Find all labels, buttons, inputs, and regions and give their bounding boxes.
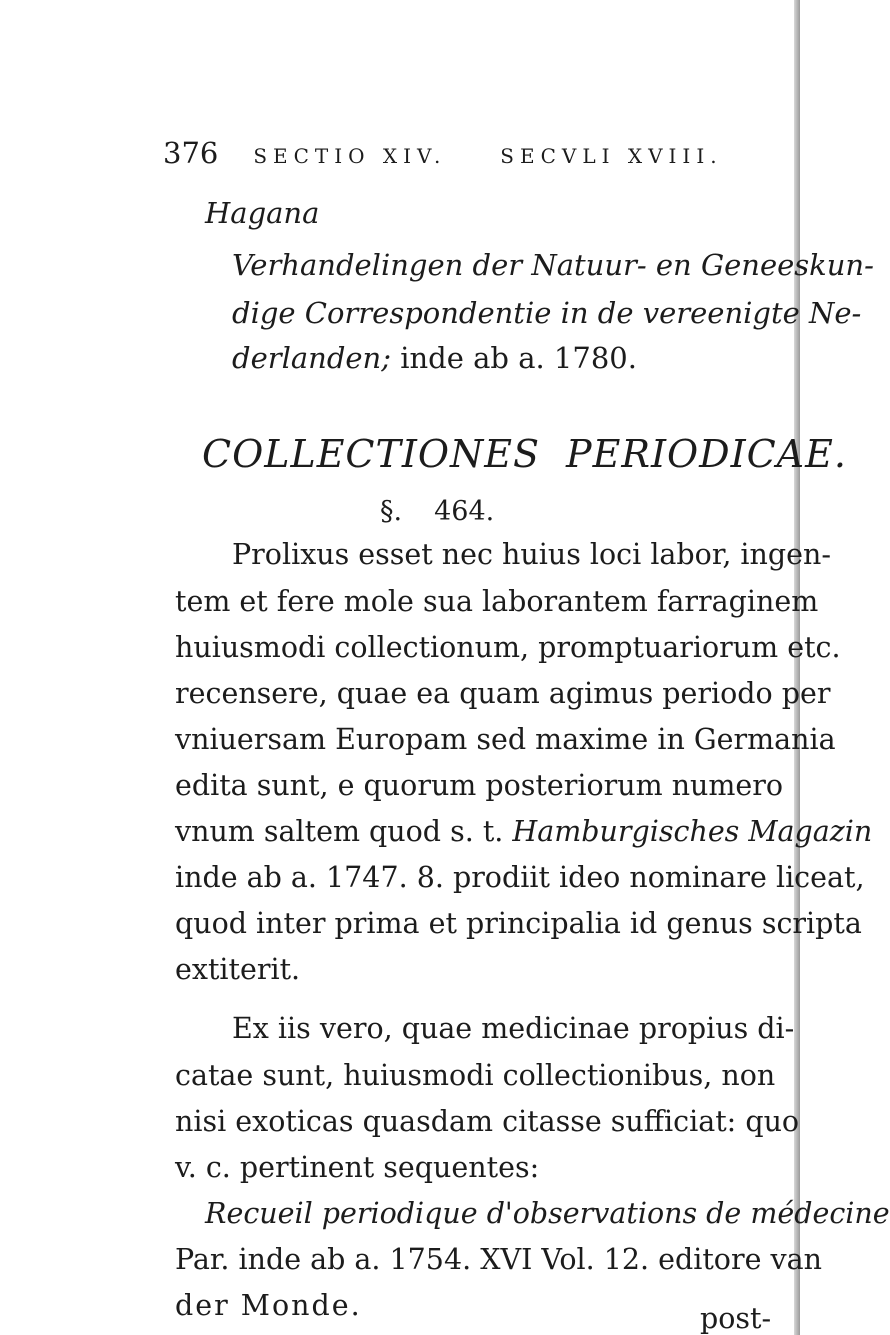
heading-word-1: COLLECTIONES xyxy=(202,432,541,476)
recueil-line-2: Par. inde ab a. 1754. XVI Vol. 12. editore van xyxy=(175,1243,822,1276)
para1-line-7-roman: vnum saltem quod s. t. xyxy=(175,815,504,848)
section-heading xyxy=(202,432,847,476)
para2-line-3: nisi exoticas quasdam citasse sufficiat: quo xyxy=(175,1105,800,1138)
para2-line-4: v. c. pertinent sequentes: xyxy=(175,1151,540,1184)
para1-line-7 xyxy=(175,815,872,848)
entry-title-line-3 xyxy=(232,341,637,375)
para1-line-5: vniuersam Europam sed maxime in Germania xyxy=(175,723,836,756)
running-header xyxy=(163,136,723,170)
para1-line-8: inde ab a. 1747. 8. prodiit ideo nominare liceat, xyxy=(175,861,865,894)
para1-line-3: huiusmodi collectionum, promptuariorum etc. xyxy=(175,631,841,664)
entry-title-line-2: dige Correspondentie in de vereenigte Ne- xyxy=(232,296,862,330)
entry-city: Hagana xyxy=(205,196,320,230)
header-century: SECVLI XVIII. xyxy=(500,144,723,168)
para2-line-2: catae sunt, huiusmodi collectionibus, non xyxy=(175,1059,776,1092)
para1-line-4: recensere, quae ea quam agimus periodo per xyxy=(175,677,831,710)
header-section: SECTIO XIV. xyxy=(253,144,447,168)
para1-line-10: extiterit. xyxy=(175,953,301,986)
recueil-title-line: Recueil periodique d'observations de médecine xyxy=(205,1197,890,1230)
catchword: post- xyxy=(700,1302,772,1335)
para1-line-6: edita sunt, e quorum posteriorum numero xyxy=(175,769,784,802)
para1-line-1: Prolixus esset nec huius loci labor, ingen- xyxy=(232,538,832,571)
paragraph-number: 464. xyxy=(434,496,495,527)
recueil-line-3: der Monde. xyxy=(175,1289,362,1322)
heading-word-2: PERIODICAE. xyxy=(566,432,847,476)
para2-line-1: Ex iis vero, quae medicinae propius di- xyxy=(232,1012,795,1045)
paragraph-mark xyxy=(380,496,494,527)
para1-line-2: tem et fere mole sua laborantem farraginem xyxy=(175,585,819,618)
page-number: 376 xyxy=(163,136,219,170)
section-symbol: §. xyxy=(380,496,403,527)
entry-title-italic: derlanden; xyxy=(232,341,392,375)
entry-date: inde ab a. 1780. xyxy=(400,341,637,375)
para1-line-9: quod inter prima et principalia id genus scripta xyxy=(175,907,862,940)
journal-title: Hamburgisches Magazin xyxy=(512,815,873,848)
entry-title-line-1: Verhandelingen der Natuur- en Geneeskun- xyxy=(232,248,874,282)
